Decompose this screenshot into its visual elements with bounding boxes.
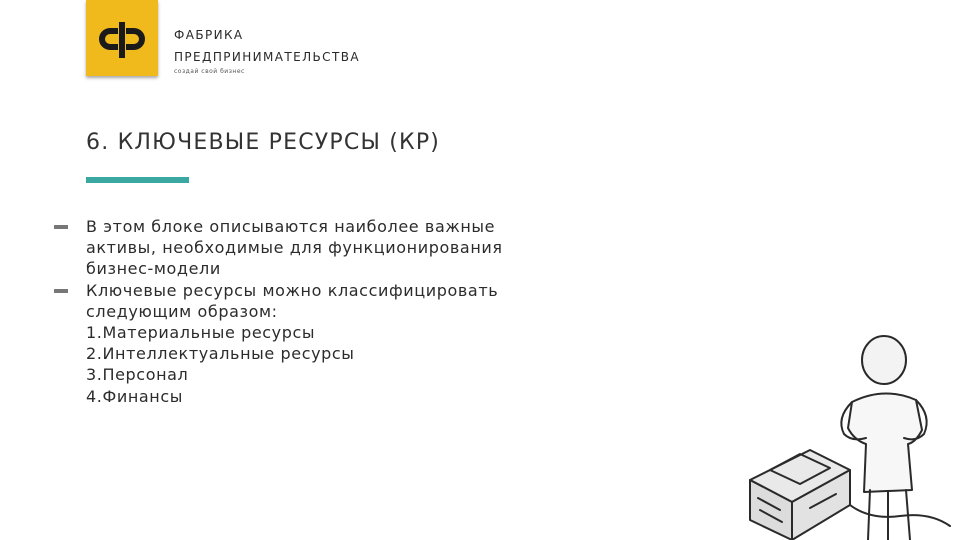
bullet-line: В этом блоке описываются наиболее важные: [86, 217, 496, 236]
bullet-dash-icon: [54, 225, 68, 229]
slide-title: 6. КЛЮЧЕВЫЕ РЕСУРСЫ (КР): [86, 130, 441, 155]
list-item: 1.Материальные ресурсы: [86, 323, 316, 343]
list-item: 2.Интеллектуальные ресурсы: [86, 344, 355, 364]
list-item: 3.Персонал: [86, 365, 189, 385]
bullet-item: [86, 280, 646, 407]
bullet-line: следующим образом:: [86, 301, 278, 321]
title-underline: [86, 177, 189, 183]
brand-line-1: ФАБРИКА: [174, 28, 244, 42]
brand-logo: [86, 0, 158, 76]
bullet-line: бизнес-модели: [86, 259, 221, 279]
bullet-dash-icon: [54, 289, 68, 293]
brand-line-2: ПРЕДПРИНИМАТЕЛЬСТВА: [174, 50, 360, 64]
list-item: 4.Финансы: [86, 386, 183, 406]
ff-monogram-icon: [96, 22, 148, 58]
slide-content: [86, 216, 646, 407]
bullet-item: [86, 216, 646, 280]
bullet-line: активы, необходимые для функционирования: [86, 238, 503, 258]
brand-tagline: создай свой бизнес: [174, 68, 245, 75]
person-with-boxes-sketch-icon: [740, 330, 960, 540]
brand-name: [174, 24, 360, 75]
bullet-line: Ключевые ресурсы можно классифицировать: [86, 280, 499, 300]
